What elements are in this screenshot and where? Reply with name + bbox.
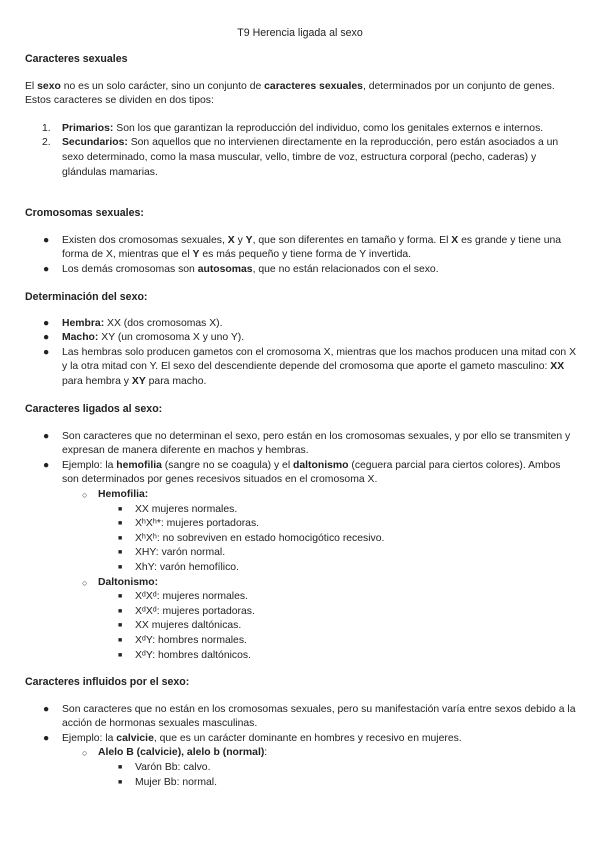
text-run: Son aquellos que no intervienen directamente en la reproducción, pero están asociados a un sexo determinado, como la masa muscular, vello, timbre de voz, estructura corporal (pecho, caderas) y glándulas mamarias. bbox=[62, 137, 559, 178]
bullet-icon: ● bbox=[43, 703, 50, 715]
bullet-list bbox=[25, 430, 580, 488]
list-item: ■ Varón Bb: calvo. bbox=[25, 761, 580, 776]
text-run: (ceguera parcial para ciertos colores). Ambos son determinados por genes recesivos situados en el cromosoma X. bbox=[62, 459, 561, 486]
sublist-item-daltonismo: ○ Daltonismo: bbox=[25, 576, 580, 591]
text-run: Ejemplo: la bbox=[62, 732, 117, 744]
text-run: para hembra y bbox=[62, 375, 132, 387]
text-run: no es un solo carácter, sino un conjunto de bbox=[60, 80, 265, 92]
list-item: ■ XhY: varón hemofílico. bbox=[25, 561, 580, 576]
bullet-icon: ● bbox=[43, 430, 50, 442]
bullet-icon: ● bbox=[43, 317, 50, 329]
list-item: ■ XʰXʰ*: mujeres portadoras. bbox=[25, 517, 580, 532]
list-item: ■ XᵈXᵈ: mujeres normales. bbox=[25, 590, 580, 605]
text-run: es grande y tiene una forma de X, mientras que el bbox=[62, 234, 562, 261]
list-item bbox=[25, 136, 580, 180]
text-run: Las hembras solo producen gametos con el cromosoma X, mientras que los machos producen una mitad con X y la otra mitad con Y. El sexo del descendiente depende del cromosoma que aporte el gameto masculino: bbox=[62, 346, 577, 373]
hemofilia-list bbox=[25, 503, 580, 576]
circle-bullet-icon: ○ bbox=[82, 577, 88, 588]
document-title: T9 Herencia ligada al sexo bbox=[237, 27, 363, 39]
bold-text: Macho: bbox=[62, 332, 99, 344]
list-item bbox=[25, 331, 580, 346]
text-run: (sangre no se coagula) y el bbox=[161, 459, 294, 471]
bold-text: Secundarios: bbox=[62, 137, 128, 149]
square-bullet-icon: ■ bbox=[118, 505, 123, 513]
bold-text: Hembra: bbox=[62, 317, 105, 329]
sublist-item-alelo: ○ Alelo B (calvicie), alelo b (normal): bbox=[25, 746, 580, 761]
bold-text: Y bbox=[192, 249, 200, 261]
text-run: , que son diferentes en tamaño y forma. El bbox=[252, 234, 452, 246]
bullet-list bbox=[25, 317, 580, 390]
list-item bbox=[25, 317, 580, 332]
list-item bbox=[25, 122, 580, 137]
list-item: ■ Mujer Bb: normal. bbox=[25, 776, 580, 791]
list-item: ■ XHY: varón normal. bbox=[25, 546, 580, 561]
bold-text: calvicie bbox=[116, 732, 154, 744]
text-run: Son caracteres que no determinan el sexo, pero están en los cromosomas sexuales, y por ello se transmiten y expresan de manera diferente en machos y hembras. bbox=[62, 430, 571, 457]
text-run: XY (un cromosoma X y uno Y). bbox=[98, 332, 245, 344]
bold-text: Primarios: bbox=[62, 122, 114, 134]
list-item: ■ XX mujeres normales. bbox=[25, 503, 580, 518]
text-run: XX (dos cromosomas X). bbox=[104, 317, 223, 329]
bold-text: hemofilia bbox=[116, 459, 162, 471]
bold-text: Y bbox=[245, 234, 253, 246]
text-run: El bbox=[25, 80, 38, 92]
bullet-list bbox=[25, 234, 580, 278]
section-caracteres-influidos bbox=[25, 675, 580, 790]
list-item bbox=[25, 703, 580, 732]
list-item: ■ XᵈXᵈ: mujeres portadoras. bbox=[25, 605, 580, 620]
list-item bbox=[25, 346, 580, 390]
square-bullet-icon: ■ bbox=[118, 607, 123, 615]
alelo-list bbox=[25, 761, 580, 790]
text-run: y bbox=[234, 234, 246, 246]
list-item bbox=[25, 234, 580, 263]
list-item bbox=[25, 732, 580, 747]
section-heading: Caracteres sexuales bbox=[25, 53, 128, 65]
list-number: 1. bbox=[42, 122, 51, 134]
square-bullet-icon: ■ bbox=[118, 549, 123, 557]
bold-text: X bbox=[227, 234, 235, 246]
sublist-item-hemofilia: ○ Hemofilia: bbox=[25, 488, 580, 503]
section-cromosomas-sexuales bbox=[25, 206, 580, 277]
numbered-list bbox=[25, 122, 580, 180]
list-item: ■ XᵈY: hombres normales. bbox=[25, 634, 580, 649]
square-bullet-icon: ■ bbox=[118, 778, 123, 786]
section-determinacion-sexo bbox=[25, 290, 580, 390]
bullet-icon: ● bbox=[43, 459, 50, 471]
circle-bullet-icon: ○ bbox=[82, 748, 88, 759]
list-item bbox=[25, 263, 580, 278]
list-number: 2. bbox=[42, 137, 51, 149]
square-bullet-icon: ■ bbox=[118, 651, 123, 659]
bullet-icon: ● bbox=[43, 263, 50, 275]
bold-text: X bbox=[451, 234, 459, 246]
daltonismo-list bbox=[25, 590, 580, 663]
list-item bbox=[25, 459, 580, 488]
section-heading: Cromosomas sexuales: bbox=[25, 207, 144, 219]
text-run: , que es un carácter dominante en hombres y recesivo en mujeres. bbox=[153, 732, 462, 744]
text-run: Ejemplo: la bbox=[62, 459, 117, 471]
bullet-list bbox=[25, 703, 580, 747]
bold-text: sexo bbox=[37, 80, 61, 92]
square-bullet-icon: ■ bbox=[118, 520, 123, 528]
paragraph bbox=[25, 80, 580, 109]
section-heading: Caracteres influidos por el sexo: bbox=[25, 676, 190, 688]
square-bullet-icon: ■ bbox=[118, 534, 123, 542]
section-heading: Determinación del sexo: bbox=[25, 291, 148, 303]
square-bullet-icon: ■ bbox=[118, 763, 123, 771]
bullet-icon: ● bbox=[43, 346, 50, 358]
bold-text: caracteres sexuales bbox=[264, 80, 363, 92]
bold-text: XY bbox=[131, 375, 146, 387]
section-heading: Caracteres ligados al sexo: bbox=[25, 403, 163, 415]
text-run: para macho. bbox=[145, 375, 207, 387]
bullet-icon: ● bbox=[43, 332, 50, 344]
section-caracteres-ligados bbox=[25, 402, 580, 663]
bullet-icon: ● bbox=[43, 234, 50, 246]
text-run: Existen dos cromosomas sexuales, bbox=[62, 234, 228, 246]
text-run: , que no están relacionados con el sexo. bbox=[252, 263, 439, 275]
bullet-icon: ● bbox=[43, 732, 50, 744]
text-run: Los demás cromosomas son bbox=[62, 263, 198, 275]
square-bullet-icon: ■ bbox=[118, 622, 123, 630]
list-item bbox=[25, 430, 580, 459]
circle-bullet-icon: ○ bbox=[82, 489, 88, 500]
text-run: Son los que garantizan la reproducción del individuo, como los genitales externos e internos. bbox=[113, 122, 544, 134]
square-bullet-icon: ■ bbox=[118, 593, 123, 601]
bold-text: XX bbox=[550, 361, 565, 373]
text-run: , determinados por un conjunto de genes. Estos caracteres se dividen en dos tipos: bbox=[25, 80, 555, 107]
list-item: ■ XX mujeres daltónicas. bbox=[25, 619, 580, 634]
bold-text: daltonismo bbox=[293, 459, 349, 471]
list-item: ■ XᵈY: hombres daltónicos. bbox=[25, 649, 580, 664]
square-bullet-icon: ■ bbox=[118, 563, 123, 571]
list-item: ■ XʰXʰ: no sobreviven en estado homocigótico recesivo. bbox=[25, 532, 580, 547]
text-run: Son caracteres que no están en los cromosomas sexuales, pero su manifestación varía entre sexos debido a la acción de hormonas sexuales masculinas. bbox=[62, 703, 576, 730]
square-bullet-icon: ■ bbox=[118, 636, 123, 644]
bold-text: autosomas bbox=[197, 263, 253, 275]
section-caracteres-sexuales bbox=[25, 52, 580, 180]
text-run: es más pequeño y tiene forma de Y invertida. bbox=[199, 249, 412, 261]
